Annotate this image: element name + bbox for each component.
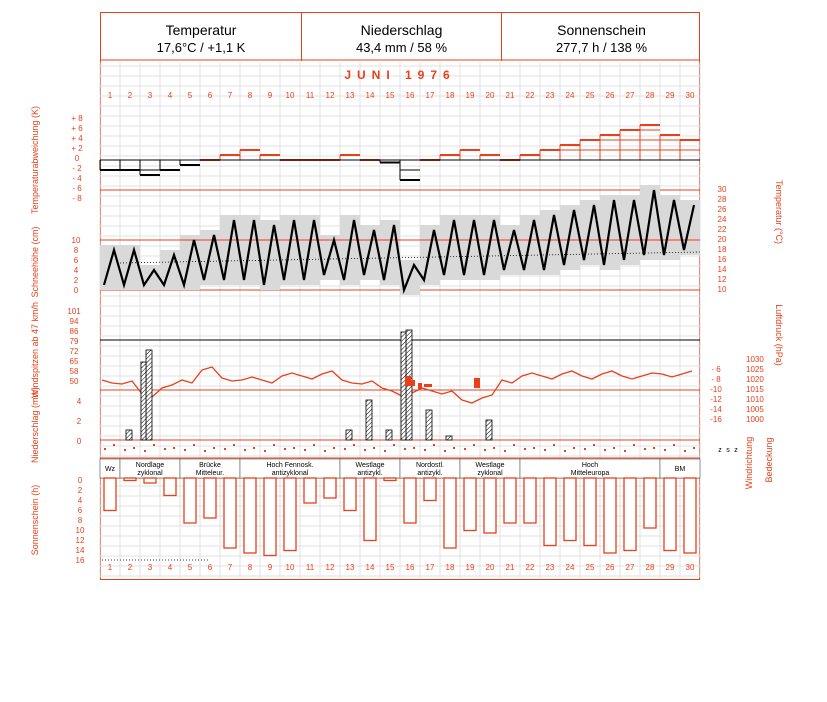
temperature-tick: 26 bbox=[717, 205, 727, 214]
precipitation-bar bbox=[366, 400, 372, 440]
weather-type-label: zyklonal bbox=[137, 470, 163, 477]
sunshine-bar bbox=[344, 478, 356, 511]
day-number-top: 14 bbox=[365, 91, 375, 100]
wind-direction-mark bbox=[644, 448, 646, 450]
snow-tick: 6 bbox=[73, 256, 79, 265]
wind-direction-mark bbox=[524, 448, 526, 450]
anomaly-tick: - 4 bbox=[72, 174, 82, 183]
precip-tick: 0 bbox=[76, 437, 82, 446]
wind-direction-mark bbox=[313, 444, 315, 446]
wind-direction-mark bbox=[204, 450, 206, 452]
day-number-top: 18 bbox=[445, 91, 455, 100]
wind-direction-mark bbox=[533, 447, 535, 449]
wind-direction-mark bbox=[333, 447, 335, 449]
day-number-bottom: 25 bbox=[585, 563, 595, 572]
month-title: JUNI 1976 bbox=[344, 68, 456, 82]
header-temperature-title: Temperatur bbox=[165, 22, 237, 38]
wind-direction-mark bbox=[673, 444, 675, 446]
day-number-top: 27 bbox=[625, 91, 635, 100]
precipitation-type-mark bbox=[418, 383, 422, 389]
wind-direction-mark bbox=[433, 444, 435, 446]
pressure-tick: 1030 bbox=[746, 355, 764, 364]
precipitation-bar bbox=[486, 420, 492, 440]
axis-label-snow: Schneehöhe (cm) bbox=[30, 226, 40, 298]
axis-label-gust: Windspitzen ab 47 km/h bbox=[30, 301, 40, 399]
wind-direction-mark bbox=[484, 449, 486, 451]
wind-direction-mark bbox=[344, 448, 346, 450]
day-number-bottom: 27 bbox=[625, 563, 635, 572]
wind-direction-mark bbox=[284, 448, 286, 450]
day-number-top: 29 bbox=[665, 91, 675, 100]
axis-label-pressure: Luftdruck (hPa) bbox=[774, 304, 784, 366]
temperature-tick: 30 bbox=[717, 185, 727, 194]
wind-direction-mark bbox=[293, 447, 295, 449]
precipitation-type-mark bbox=[424, 384, 432, 387]
pressure-line bbox=[102, 367, 692, 403]
header-precipitation-title: Niederschlag bbox=[360, 22, 443, 38]
wind-direction-mark bbox=[684, 450, 686, 452]
day-number-bottom: 29 bbox=[665, 563, 675, 572]
sunshine-tick: 14 bbox=[75, 546, 85, 555]
day-number-bottom: 5 bbox=[187, 563, 193, 572]
sunshine-bar bbox=[304, 478, 316, 503]
day-number-bottom: 18 bbox=[445, 563, 455, 572]
day-number-top: 21 bbox=[505, 91, 515, 100]
axis-label-temp-anomaly: Temperaturabweichung (K) bbox=[30, 105, 40, 215]
day-number-bottom: 23 bbox=[545, 563, 555, 572]
wind-direction-mark bbox=[304, 449, 306, 451]
gust-tick: 101 bbox=[67, 307, 81, 316]
sunshine-bar bbox=[164, 478, 176, 496]
weather-type-label: Westlage bbox=[355, 462, 385, 469]
weather-type-label: Mitteleur. bbox=[195, 470, 225, 477]
sunshine-bar bbox=[584, 478, 596, 546]
wind-direction-mark bbox=[413, 447, 415, 449]
day-number-top: 24 bbox=[565, 91, 575, 100]
day-number-bottom: 21 bbox=[505, 563, 515, 572]
wind-direction-mark bbox=[453, 447, 455, 449]
day-number-bottom: 26 bbox=[605, 563, 615, 572]
wind-direction-mark bbox=[693, 447, 695, 449]
wind-direction-mark bbox=[233, 444, 235, 446]
header-sunshine-value: 277,7 h / 138 % bbox=[555, 40, 648, 55]
anomaly-tick: + 2 bbox=[71, 144, 83, 153]
sunshine-bar bbox=[564, 478, 576, 541]
day-number-bottom: 11 bbox=[305, 563, 315, 572]
sunshine-bar bbox=[284, 478, 296, 551]
wind-direction-mark bbox=[133, 447, 135, 449]
pressure-offset-tick: - 8 bbox=[711, 375, 721, 384]
temperature-tick: 20 bbox=[717, 235, 727, 244]
snow-tick: 2 bbox=[73, 276, 79, 285]
sunshine-bar bbox=[204, 478, 216, 518]
temperature-tick: 24 bbox=[717, 215, 727, 224]
sunshine-tick: 0 bbox=[77, 476, 83, 485]
temperature-tick: 16 bbox=[717, 255, 727, 264]
day-number-top: 13 bbox=[345, 91, 355, 100]
day-number-bottom: 12 bbox=[325, 563, 335, 572]
day-number-top: 2 bbox=[127, 91, 133, 100]
temperature-tick: 14 bbox=[717, 265, 727, 274]
wind-direction-mark bbox=[564, 450, 566, 452]
wind-direction-mark bbox=[324, 450, 326, 452]
day-number-top: 22 bbox=[525, 91, 535, 100]
anomaly-tick: 0 bbox=[74, 154, 80, 163]
day-number-top: 26 bbox=[605, 91, 615, 100]
pressure-offset-tick: -10 bbox=[710, 385, 722, 394]
sunshine-bar bbox=[484, 478, 496, 533]
precipitation-bar bbox=[426, 410, 432, 440]
anomaly-tick: - 2 bbox=[72, 164, 82, 173]
sunshine-bar bbox=[444, 478, 456, 548]
axis-label-temperature: Temperatur (°C) bbox=[774, 179, 784, 245]
day-number-bottom: 3 bbox=[147, 563, 153, 572]
axis-label-sunshine: Sonnenschein (h) bbox=[30, 484, 40, 556]
day-number-bottom: 2 bbox=[127, 563, 133, 572]
sunshine-bar bbox=[504, 478, 516, 523]
gust-tick: 86 bbox=[69, 327, 79, 336]
gust-tick: 50 bbox=[69, 377, 79, 386]
snow-tick: 10 bbox=[71, 236, 81, 245]
wind-direction-mark bbox=[473, 444, 475, 446]
wind-direction-mark bbox=[393, 444, 395, 446]
wind-direction-mark bbox=[424, 449, 426, 451]
sunshine-bar bbox=[364, 478, 376, 541]
temperature-tick: 10 bbox=[717, 285, 727, 294]
day-number-top: 20 bbox=[485, 91, 495, 100]
wind-direction-mark bbox=[364, 449, 366, 451]
sunshine-bar bbox=[324, 478, 336, 498]
header-temperature-value: 17,6°C / +1,1 K bbox=[156, 40, 246, 55]
day-number-bottom: 16 bbox=[405, 563, 415, 572]
sunshine-tick: 12 bbox=[75, 536, 85, 545]
day-number-top: 19 bbox=[465, 91, 475, 100]
day-number-top: 23 bbox=[545, 91, 555, 100]
wind-direction-mark bbox=[633, 444, 635, 446]
temperature-tick: 18 bbox=[717, 245, 727, 254]
day-number-top: 15 bbox=[385, 91, 395, 100]
weather-type-label: Brücke bbox=[199, 462, 221, 469]
gust-tick: 58 bbox=[69, 367, 79, 376]
pressure-tick: 1025 bbox=[746, 365, 764, 374]
sunshine-tick: 8 bbox=[77, 516, 83, 525]
wind-direction-mark bbox=[493, 447, 495, 449]
wind-direction-mark bbox=[584, 448, 586, 450]
day-number-bottom: 13 bbox=[345, 563, 355, 572]
gust-tick: 94 bbox=[69, 317, 79, 326]
pressure-tick: 1020 bbox=[746, 375, 764, 384]
pressure-tick: 1000 bbox=[746, 415, 764, 424]
wind-scale-tick: z bbox=[734, 447, 738, 454]
wind-direction-mark bbox=[124, 449, 126, 451]
wind-direction-mark bbox=[113, 444, 115, 446]
temperature-tick: 22 bbox=[717, 225, 727, 234]
sunshine-bar bbox=[384, 478, 396, 481]
sunshine-tick: 16 bbox=[75, 556, 85, 565]
precipitation-bar bbox=[446, 436, 452, 440]
sunshine-tick: 6 bbox=[77, 506, 83, 515]
weather-type-label: Hoch bbox=[581, 462, 599, 469]
day-number-top: 25 bbox=[585, 91, 595, 100]
day-number-bottom: 22 bbox=[525, 563, 535, 572]
precipitation-type-mark bbox=[474, 378, 480, 388]
day-number-bottom: 15 bbox=[385, 563, 395, 572]
wind-direction-mark bbox=[504, 450, 506, 452]
weather-type-label: antizykl. bbox=[357, 470, 383, 477]
anomaly-tick: + 8 bbox=[71, 114, 83, 123]
day-number-top: 3 bbox=[147, 91, 153, 100]
wind-direction-mark bbox=[384, 450, 386, 452]
sunshine-bar bbox=[224, 478, 236, 548]
day-number-bottom: 19 bbox=[465, 563, 475, 572]
precipitation-type-mark bbox=[410, 380, 415, 386]
wind-direction-mark bbox=[244, 449, 246, 451]
precipitation-bar bbox=[386, 430, 392, 440]
wind-direction-mark bbox=[544, 449, 546, 451]
wind-direction-mark bbox=[604, 449, 606, 451]
sunshine-bar bbox=[624, 478, 636, 551]
wind-direction-mark bbox=[553, 444, 555, 446]
sunshine-bar bbox=[604, 478, 616, 553]
day-number-top: 6 bbox=[207, 91, 213, 100]
sunshine-bar bbox=[644, 478, 656, 528]
weather-type-label: Nordlage bbox=[135, 462, 165, 469]
wind-direction-mark bbox=[353, 444, 355, 446]
weather-type-label: antizyklonal bbox=[271, 470, 309, 477]
sunshine-bar bbox=[264, 478, 276, 556]
day-number-bottom: 6 bbox=[207, 563, 213, 572]
day-number-top: 10 bbox=[285, 91, 295, 100]
precip-tick: 4 bbox=[76, 397, 82, 406]
weather-type-label: Westlage bbox=[475, 462, 505, 469]
sunshine-bar bbox=[124, 478, 136, 481]
wind-direction-mark bbox=[613, 447, 615, 449]
wind-direction-mark bbox=[253, 447, 255, 449]
sunshine-tick: 4 bbox=[77, 496, 83, 505]
day-number-bottom: 9 bbox=[267, 563, 273, 572]
day-number-top: 17 bbox=[425, 91, 435, 100]
gust-tick: 79 bbox=[69, 337, 79, 346]
day-number-top: 12 bbox=[325, 91, 335, 100]
day-number-bottom: 17 bbox=[425, 563, 435, 572]
weather-type-label: BM bbox=[674, 466, 686, 473]
sunshine-bar bbox=[144, 478, 156, 483]
day-number-bottom: 10 bbox=[285, 563, 295, 572]
day-number-bottom: 8 bbox=[247, 563, 253, 572]
sunshine-bar bbox=[404, 478, 416, 523]
day-number-top: 7 bbox=[227, 91, 233, 100]
day-number-top: 11 bbox=[305, 91, 315, 100]
wind-direction-mark bbox=[213, 447, 215, 449]
sunshine-bar bbox=[524, 478, 536, 523]
anomaly-tick: + 4 bbox=[71, 134, 83, 143]
day-number-top: 1 bbox=[107, 91, 113, 100]
weather-type-label: zyklonal bbox=[477, 470, 503, 477]
sunshine-tick: 2 bbox=[77, 486, 83, 495]
temperature-tick: 12 bbox=[717, 275, 727, 284]
sunshine-tick: 10 bbox=[75, 526, 85, 535]
wind-direction-mark bbox=[444, 450, 446, 452]
day-number-top: 30 bbox=[685, 91, 695, 100]
wind-direction-mark bbox=[273, 444, 275, 446]
anomaly-tick: + 6 bbox=[71, 124, 83, 133]
wind-direction-mark bbox=[264, 450, 266, 452]
day-number-bottom: 24 bbox=[565, 563, 575, 572]
day-number-top: 16 bbox=[405, 91, 415, 100]
wind-direction-mark bbox=[513, 444, 515, 446]
sunshine-bar bbox=[244, 478, 256, 553]
precipitation-bar bbox=[126, 430, 132, 440]
day-number-top: 28 bbox=[645, 91, 655, 100]
weather-type-label: Mitteleuropa bbox=[570, 470, 610, 477]
wind-direction-mark bbox=[224, 448, 226, 450]
precip-tick: 2 bbox=[76, 417, 82, 426]
sunshine-bar bbox=[684, 478, 696, 553]
day-number-bottom: 4 bbox=[167, 563, 173, 572]
day-number-top: 8 bbox=[247, 91, 253, 100]
wind-direction-mark bbox=[373, 447, 375, 449]
wind-scale-tick: s bbox=[726, 447, 730, 454]
day-number-bottom: 7 bbox=[227, 563, 233, 572]
anomaly-tick: - 8 bbox=[72, 194, 82, 203]
wind-direction-mark bbox=[664, 449, 666, 451]
wind-direction-mark bbox=[404, 448, 406, 450]
wind-direction-mark bbox=[573, 447, 575, 449]
header-precipitation-value: 43,4 mm / 58 % bbox=[355, 40, 448, 55]
wind-direction-mark bbox=[193, 444, 195, 446]
pressure-offset-tick: -12 bbox=[710, 395, 722, 404]
sunshine-bar bbox=[424, 478, 436, 501]
wind-direction-mark bbox=[153, 444, 155, 446]
gust-bar bbox=[141, 362, 146, 440]
precipitation-bar bbox=[346, 430, 352, 440]
wind-direction-mark bbox=[593, 444, 595, 446]
snow-tick: 8 bbox=[73, 246, 79, 255]
pressure-tick: 1005 bbox=[746, 405, 764, 414]
wind-direction-mark bbox=[464, 448, 466, 450]
temperature-tick: 28 bbox=[717, 195, 727, 204]
day-number-top: 5 bbox=[187, 91, 193, 100]
snow-tick: 4 bbox=[73, 266, 79, 275]
weather-type-label: Hoch Fennosk. bbox=[266, 462, 314, 469]
gust-tick: 72 bbox=[69, 347, 79, 356]
day-number-bottom: 1 bbox=[107, 563, 113, 572]
sunshine-bar bbox=[464, 478, 476, 531]
gust-tick: 65 bbox=[69, 357, 79, 366]
day-number-bottom: 30 bbox=[685, 563, 695, 572]
pressure-tick: 1015 bbox=[746, 385, 764, 394]
weather-type-label: Wz bbox=[104, 466, 116, 473]
header-sunshine-title: Sonnenschein bbox=[557, 22, 646, 38]
day-number-top: 4 bbox=[167, 91, 173, 100]
day-number-bottom: 14 bbox=[365, 563, 375, 572]
wind-direction-mark bbox=[104, 448, 106, 450]
snow-tick: 0 bbox=[73, 286, 79, 295]
pressure-tick: 1010 bbox=[746, 395, 764, 404]
axis-label-precip: Niederschlag (mm) bbox=[30, 386, 40, 464]
wind-direction-mark bbox=[164, 448, 166, 450]
weather-type-label: Nordostl. bbox=[415, 462, 445, 469]
day-number-bottom: 28 bbox=[645, 563, 655, 572]
axis-label-wind-direction: Windrichtung bbox=[744, 436, 754, 490]
pressure-offset-tick: -16 bbox=[710, 415, 722, 424]
day-number-bottom: 20 bbox=[485, 563, 495, 572]
wind-direction-mark bbox=[173, 447, 175, 449]
wind-direction-mark bbox=[144, 450, 146, 452]
sunshine-bar bbox=[104, 478, 116, 511]
anomaly-tick: - 6 bbox=[72, 184, 82, 193]
sunshine-bar bbox=[664, 478, 676, 551]
day-number-top: 9 bbox=[267, 91, 273, 100]
weather-type-label: antizykl. bbox=[417, 470, 443, 477]
sunshine-bar bbox=[544, 478, 556, 546]
pressure-offset-tick: - 6 bbox=[711, 365, 721, 374]
sunshine-bar bbox=[184, 478, 196, 523]
wind-direction-mark bbox=[184, 449, 186, 451]
axis-label-cover: Bedeckung bbox=[764, 437, 774, 483]
precipitation-bar bbox=[146, 350, 152, 440]
pressure-offset-tick: -14 bbox=[710, 405, 722, 414]
wind-direction-mark bbox=[624, 450, 626, 452]
wind-direction-mark bbox=[653, 447, 655, 449]
wind-scale-tick: z bbox=[718, 447, 722, 454]
